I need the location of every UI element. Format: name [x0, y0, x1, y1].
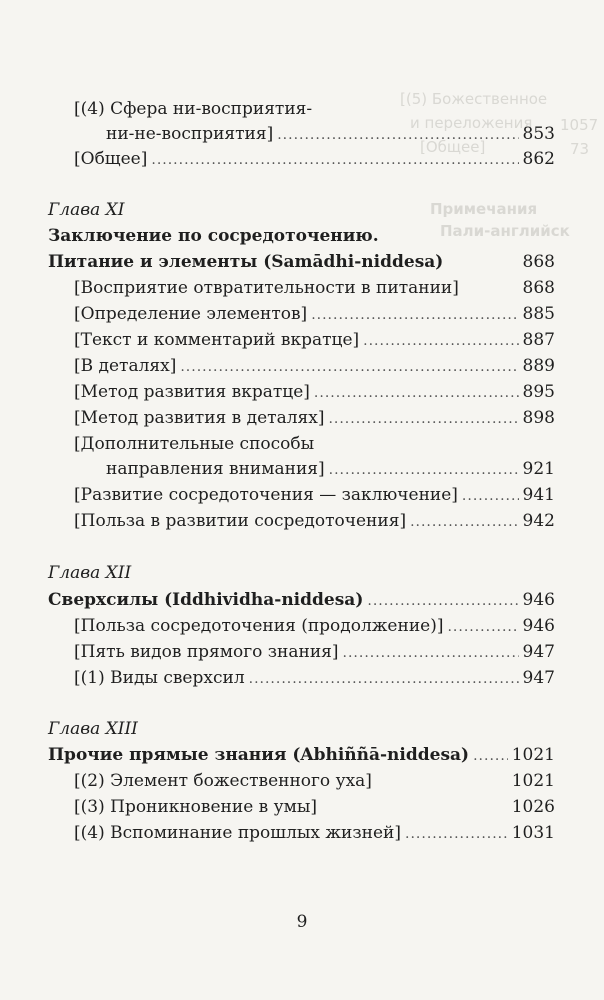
bleed-through-text: [(5) Божественное	[400, 90, 548, 108]
chapter-heading: Сверхсилы (Iddhividha-niddesa)	[48, 590, 364, 610]
toc-entry	[106, 121, 555, 147]
toc-entry-title: [Общее]	[74, 149, 148, 169]
chapter-heading-entry	[48, 742, 555, 768]
bleed-through-text: и переложения	[410, 114, 533, 132]
toc-entry	[74, 353, 555, 379]
leader-dots	[367, 588, 518, 614]
toc-entry-page: 868	[522, 278, 555, 298]
toc-entry-page: 946	[522, 590, 555, 610]
toc-entry-page: 885	[522, 304, 555, 324]
toc-entry-title: [Восприятие отвратительности в питании]	[74, 278, 459, 298]
toc-entry-title: [Польза сосредоточения (продолжение)]	[74, 616, 444, 636]
toc-entry-page: 1021	[511, 771, 555, 791]
leader-dots	[249, 666, 519, 692]
toc-entry-title: [(1) Виды сверхсил	[74, 668, 245, 688]
leader-dots	[329, 457, 519, 483]
chapter-heading: Заключение по сосредоточению.	[48, 226, 379, 246]
toc-entry-title: [(3) Проникновение в умы]	[74, 797, 318, 817]
chapter-label: Глава XII	[48, 563, 132, 583]
leader-dots	[462, 483, 519, 509]
toc-entry	[74, 146, 555, 172]
chapter-label: Глава XI	[48, 200, 125, 220]
toc-entry-title: направления внимания]	[106, 459, 325, 479]
leader-dots	[473, 743, 508, 769]
leader-dots	[405, 821, 508, 847]
toc-entry	[74, 820, 555, 846]
toc-entry-page: 887	[522, 330, 555, 350]
toc-entry-title: [(2) Элемент божественного уха]	[74, 771, 372, 791]
toc-entry-title: [Развитие сосредоточения — заключение]	[74, 485, 458, 505]
toc-entry-title: ни-не-восприятия]	[106, 124, 274, 144]
bleed-through-text: 1057	[560, 116, 599, 134]
toc-entry	[74, 639, 555, 665]
leader-dots	[447, 614, 518, 640]
toc-entry-page: 941	[522, 485, 555, 505]
toc-entry-page: 921	[522, 459, 555, 479]
leader-dots	[363, 328, 518, 354]
toc-entry-page: 1031	[511, 823, 555, 843]
toc-entry	[74, 379, 555, 405]
toc-entry	[74, 301, 555, 327]
chapter-heading-entry	[48, 249, 555, 275]
toc-entry	[74, 613, 555, 639]
toc-entry-title: [(4) Вспоминание прошлых жизней]	[74, 823, 402, 843]
leader-dots	[328, 406, 518, 432]
chapter-heading: Питание и элементы (Samādhi-niddesa)	[48, 252, 444, 272]
toc-entry-title: [Определение элементов]	[74, 304, 308, 324]
toc-entry-title: [(4) Сфера ни-восприятия-	[74, 99, 313, 119]
toc-entry	[74, 327, 555, 353]
leader-dots	[314, 380, 519, 406]
leader-dots	[180, 354, 518, 380]
toc-entry-title: [Пять видов прямого знания]	[74, 642, 339, 662]
toc-entry-page: 868	[522, 252, 555, 272]
leader-dots	[151, 147, 518, 173]
toc-entry-page: 1021	[511, 745, 555, 765]
chapter-heading: Прочие прямые знания (Abhiññā-niddesa)	[48, 745, 470, 765]
toc-entry-page: 947	[522, 642, 555, 662]
chapter-heading-entry	[48, 587, 555, 613]
bleed-through-text: 73	[570, 140, 590, 158]
toc-entry	[74, 665, 555, 691]
toc-entry-title: [Дополнительные способы	[74, 434, 315, 454]
toc-entry-page: 942	[522, 511, 555, 531]
toc-entry	[74, 275, 555, 301]
page-number: 9	[296, 912, 308, 932]
toc-entry-title: [Метод развития в деталях]	[74, 408, 325, 428]
bleed-through-text: Примечания	[430, 200, 538, 218]
toc-entry-page: 853	[522, 124, 555, 144]
toc-entry	[106, 456, 555, 482]
toc-entry-title: [Польза в развитии сосредоточения]	[74, 511, 407, 531]
toc-entry-page: 1026	[511, 797, 555, 817]
leader-dots	[410, 509, 518, 535]
leader-dots	[277, 122, 518, 148]
toc-entry	[74, 405, 555, 431]
toc-entry-page: 895	[522, 382, 555, 402]
leader-dots	[311, 302, 518, 328]
toc-entry	[74, 768, 555, 794]
leader-dots	[343, 640, 519, 666]
toc-entry-page: 889	[522, 356, 555, 376]
toc-entry-page: 947	[522, 668, 555, 688]
toc-entry	[74, 508, 555, 534]
chapter-label: Глава XIII	[48, 719, 138, 739]
toc-entry-page: 898	[522, 408, 555, 428]
toc-entry-title: [В деталях]	[74, 356, 177, 376]
toc-entry-page: 862	[522, 149, 555, 169]
bleed-through-text: [Общее]	[420, 138, 486, 156]
toc-entry-title: [Текст и комментарий вкратце]	[74, 330, 360, 350]
toc-entry-page: 946	[522, 616, 555, 636]
toc-entry	[74, 482, 555, 508]
toc-entry-title: [Метод развития вкратце]	[74, 382, 310, 402]
bleed-through-text: Пали-английск	[440, 222, 570, 240]
toc-entry	[74, 794, 555, 820]
